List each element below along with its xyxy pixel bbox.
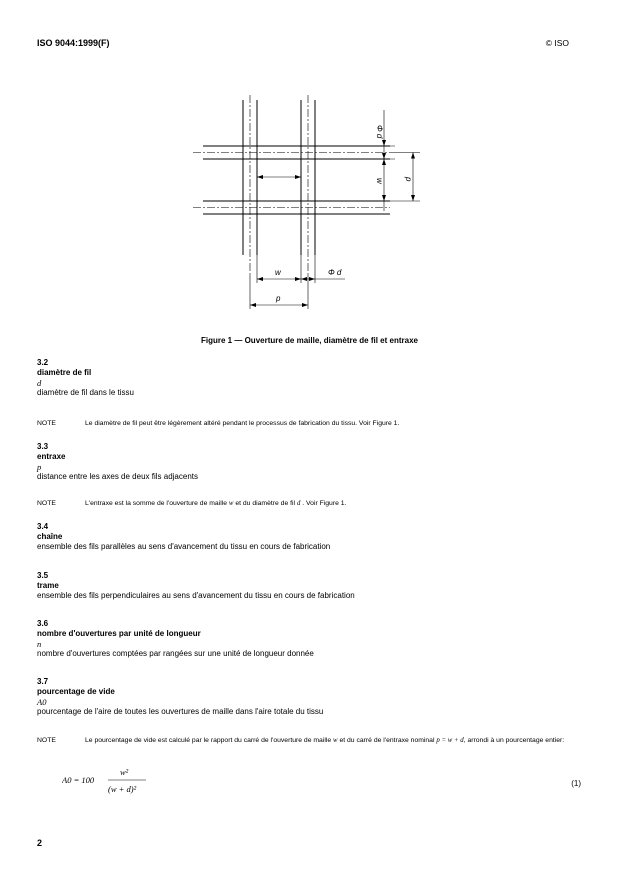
label-diameter-right: Φ d	[375, 125, 384, 139]
term-definition: ensemble des fils perpendiculaires au sens d'avancement du tissu en cours de fabrication	[37, 591, 355, 600]
term-3-5	[37, 571, 582, 601]
term-3-7	[37, 677, 582, 717]
term-name: chaîne	[37, 532, 63, 541]
label-p-bottom: p	[276, 294, 281, 303]
term-number: 3.7	[37, 677, 49, 686]
term-definition: nombre d'ouvertures comptées par rangées sur une unité de longueur donnée	[37, 649, 314, 658]
term-number: 3.2	[37, 358, 49, 367]
note-2: NOTE L'entraxe est la somme de l'ouverture de maille w et du diamètre de fil d . Voir Figure 1.	[37, 500, 347, 507]
figure-caption: Figure 1 — Ouverture de maille, diamètre de fil et entraxe	[201, 336, 418, 345]
term-number: 3.4	[37, 522, 49, 531]
term-3-3	[37, 442, 582, 482]
term-name: diamètre de fil	[37, 368, 92, 377]
term-3-6	[37, 619, 582, 659]
equation-lhs: A0 = 100	[62, 775, 95, 785]
equation-numerator: w²	[120, 767, 129, 777]
term-number: 3.3	[37, 442, 49, 451]
note-text: Le diamètre de fil peut être légèrement altéré pendant le processus de fabrication du tissu. Voir Figure 1.	[85, 420, 400, 427]
term-definition: diamètre de fil dans le tissu	[37, 388, 134, 397]
term-definition: pourcentage de l'aire de toutes les ouvertures de maille dans l'aire totale du tissu	[37, 707, 324, 716]
note-1	[37, 420, 582, 429]
note-label: NOTE	[37, 420, 56, 427]
term-symbol: p	[37, 462, 42, 472]
term-symbol: n	[37, 639, 42, 649]
label-diameter-bottom: Φ d	[328, 268, 342, 277]
term-3-4	[37, 522, 582, 552]
term-name: pourcentage de vide	[37, 687, 115, 696]
page-number: 2	[37, 838, 43, 848]
equation-number: (1)	[571, 779, 581, 788]
label-p-right: p	[404, 177, 413, 182]
label-w-bottom: w	[275, 268, 281, 277]
term-name: entraxe	[37, 452, 66, 461]
note-label: NOTE	[37, 500, 56, 507]
equation-denominator: (w + d)²	[108, 784, 137, 794]
term-symbol: d	[37, 378, 42, 388]
term-definition: distance entre les axes de deux fils adjacents	[37, 472, 198, 481]
term-number: 3.5	[37, 571, 49, 580]
term-3-2	[37, 358, 582, 398]
term-number: 3.6	[37, 619, 49, 628]
term-symbol: A0	[37, 697, 47, 707]
term-name: trame	[37, 581, 59, 590]
copyright: © ISO	[545, 38, 569, 48]
note-label: NOTE	[37, 737, 56, 744]
mesh-figure	[185, 95, 435, 325]
equation-1	[62, 763, 182, 797]
term-definition: ensemble des fils parallèles au sens d'avancement du tissu en cours de fabrication	[37, 542, 331, 551]
term-name: nombre d'ouvertures par unité de longueur	[37, 629, 201, 638]
standard-id: ISO 9044:1999(F)	[37, 38, 110, 48]
label-w-right: w	[375, 178, 384, 184]
note-3: NOTE Le pourcentage de vide est calculé par le rapport du carré de l'ouverture de maille w et du carré de l'entraxe nominal p = w + d, arrondi à un pourcentage entier:	[37, 737, 565, 744]
